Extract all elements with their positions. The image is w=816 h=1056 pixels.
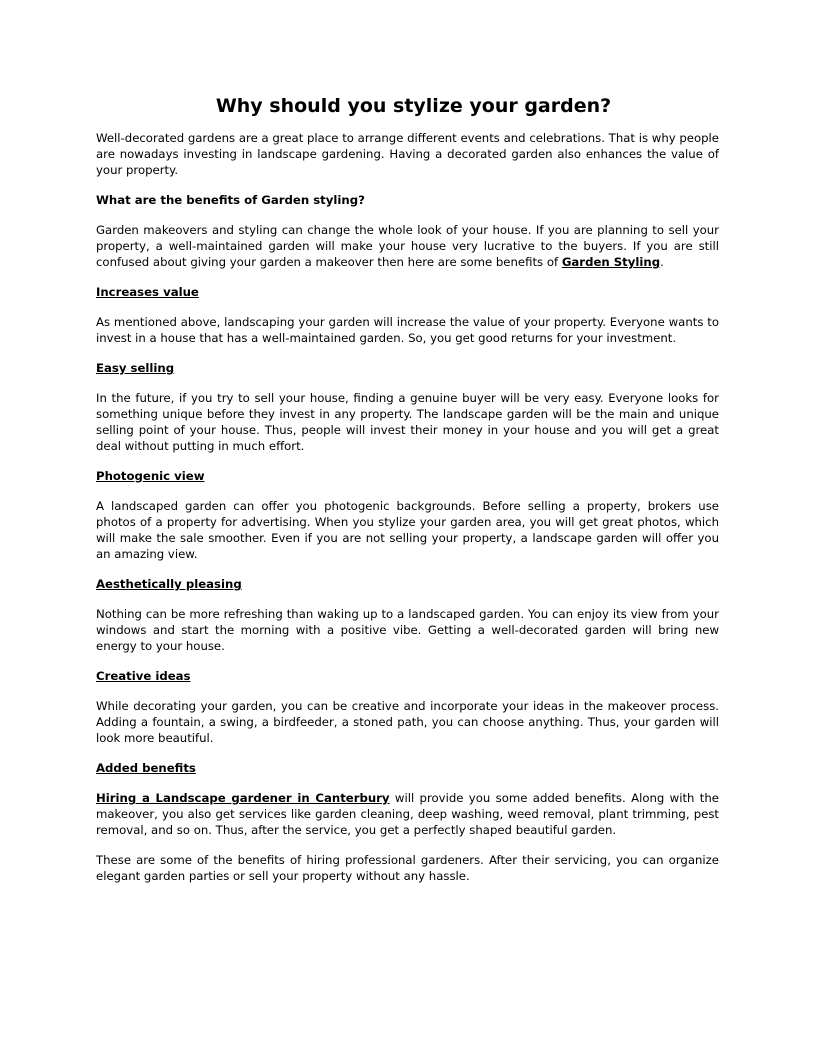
section-heading-creative-ideas: Creative ideas bbox=[96, 669, 191, 683]
section-heading-easy-selling: Easy selling bbox=[96, 361, 175, 375]
section-heading-aesthetically-pleasing: Aesthetically pleasing bbox=[96, 577, 242, 591]
added-benefits-text: will provide you some added benefits. Along with the makeover, you also get services like garden cleaning, deep washing, weed removal, plant trimming, pest removal, and so on. Thus, after the service, you get a perfectly shaped beautiful garden. bbox=[96, 791, 719, 837]
benefits-intro-end: . bbox=[660, 255, 664, 269]
page-title: Why should you stylize your garden? bbox=[215, 95, 612, 117]
section-body-increases-value: As mentioned above, landscaping your garden will increase the value of your property. Everyone wants to invest in a house that has a well-maintained garden. So, you get good returns for your investment. bbox=[96, 315, 719, 345]
benefits-intro-text: Garden makeovers and styling can change the whole look of your house. If you are planning to sell your property, a well-maintained garden will make your house very lucrative to the buyers. If you are still confused about giving your garden a makeover then here are some benefits of bbox=[96, 223, 719, 269]
section-body-added-benefits bbox=[96, 790, 719, 838]
intro-paragraph: Well-decorated gardens are a great place to arrange different events and celebrations. That is why people are nowadays investing in landscape gardening. Having a decorated garden also enhances the value of your property. bbox=[96, 131, 719, 177]
benefits-intro-paragraph bbox=[96, 222, 719, 270]
benefits-heading: What are the benefits of Garden styling? bbox=[96, 193, 365, 207]
section-body-easy-selling: In the future, if you try to sell your house, finding a genuine buyer will be very easy. Everyone looks for something unique before they invest in any property. The landscape garden will be the main and unique selling point of your house. Thus, people will invest their money in your house and you will get a great deal without putting in much effort. bbox=[96, 391, 719, 453]
section-body-aesthetically-pleasing: Nothing can be more refreshing than waking up to a landscaped garden. You can enjoy its view from your windows and start the morning with a positive vibe. Getting a well-decorated garden will bring new energy to your house. bbox=[96, 607, 719, 653]
section-heading-added-benefits: Added benefits bbox=[96, 761, 196, 775]
section-body-photogenic-view: A landscaped garden can offer you photogenic backgrounds. Before selling a property, brokers use photos of a property for advertising. When you stylize your garden area, you will get great photos, which will make the sale smoother. Even if you are not selling your property, a landscape garden will offer you an amazing view. bbox=[96, 499, 719, 561]
document-page bbox=[96, 92, 719, 898]
closing-paragraph: These are some of the benefits of hiring professional gardeners. After their servicing, you can organize elegant garden parties or sell your property without any hassle. bbox=[96, 853, 719, 883]
garden-styling-link[interactable]: Garden Styling bbox=[561, 255, 661, 269]
landscape-gardener-link[interactable]: Hiring a Landscape gardener in Canterbury bbox=[96, 791, 390, 805]
section-heading-increases-value: Increases value bbox=[96, 285, 199, 299]
section-body-creative-ideas: While decorating your garden, you can be creative and incorporate your ideas in the makeover process. Adding a fountain, a swing, a birdfeeder, a stoned path, you can choose anything. Thus, your garden will look more beautiful. bbox=[96, 699, 719, 745]
section-heading-photogenic-view: Photogenic view bbox=[96, 469, 205, 483]
